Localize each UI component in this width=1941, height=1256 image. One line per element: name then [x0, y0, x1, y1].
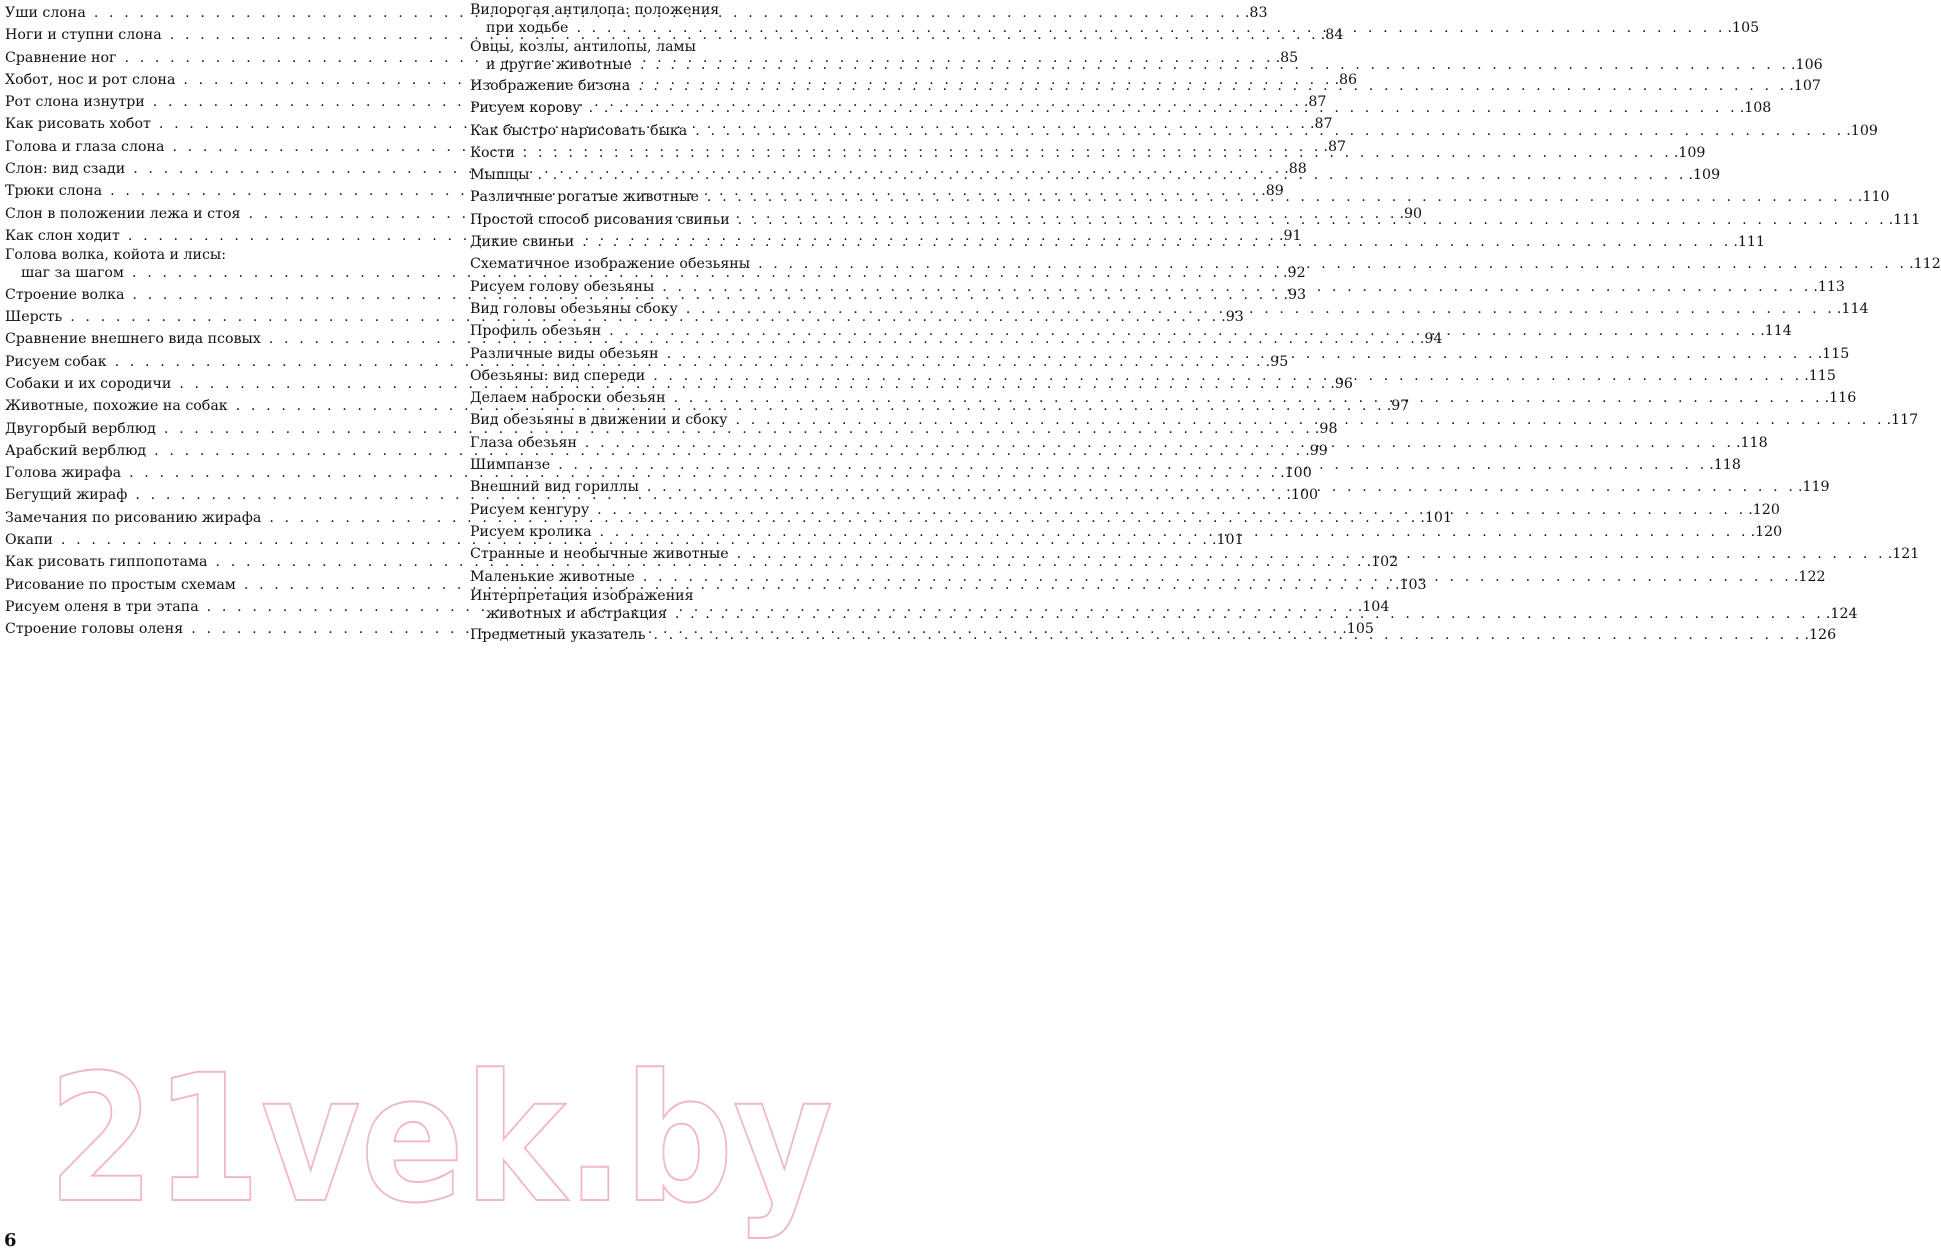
- toc-entry-title: Уши слона: [5, 5, 86, 21]
- toc-entry-title: Рисуем голову обезьяны: [470, 278, 655, 295]
- toc-entry-page: .115: [1817, 345, 1850, 362]
- dot-leader: [643, 566, 1792, 588]
- toc-entry-title: Рисуем кенгуру: [470, 501, 590, 518]
- toc-entry-title: Интерпретация изображения: [470, 587, 694, 604]
- toc-entry-title: Строение волка: [5, 286, 125, 303]
- toc-entry-page: .92: [1283, 265, 1306, 282]
- toc-entry-page: .109: [1673, 144, 1706, 161]
- toc-entry-page: .99: [1305, 442, 1328, 459]
- dot-leader: [758, 253, 1907, 275]
- toc-entry-page: .86: [1334, 71, 1358, 88]
- toc-entry-page: .115: [1804, 367, 1836, 384]
- toc-entry-page: .89: [1261, 183, 1284, 200]
- dot-leader: [647, 476, 1796, 498]
- toc-entry-page: .107: [1789, 78, 1821, 94]
- toc-entry-page: .87: [1323, 138, 1347, 155]
- toc-entry-page: .106: [1791, 56, 1823, 73]
- dot-leader: [609, 320, 1758, 342]
- dot-leader: [738, 209, 1887, 231]
- dot-leader: [736, 409, 1885, 431]
- dot-leader: [558, 454, 1707, 476]
- toc-entry-page: .120: [1750, 523, 1783, 540]
- toc-entry-title: Рот слона изнутри: [5, 94, 145, 111]
- toc-entry-page: .122: [1793, 568, 1826, 585]
- toc-entry-title: Строение головы оленя: [5, 621, 184, 638]
- toc-entry-page: .84: [1320, 27, 1344, 44]
- toc-entry-page: .97: [1386, 398, 1410, 415]
- toc-entry-title: Рисуем кролика: [470, 523, 592, 540]
- toc-entry-page: .93: [1283, 286, 1307, 303]
- toc-entry-title-continuation: животных и абстракция: [486, 605, 667, 622]
- toc-entry-page: .117: [1886, 412, 1919, 429]
- toc-entry-title: Как рисовать хобот: [5, 116, 151, 133]
- toc-entry-page: .105: [1342, 621, 1374, 638]
- toc-entry-title: Овцы, козлы, антилопы, ламы: [470, 38, 696, 55]
- toc-entry-title: Арабский верблюд: [5, 442, 147, 459]
- dot-leader: [523, 142, 1672, 164]
- toc-entry-page: .88: [1284, 161, 1307, 178]
- toc-entry-page: .111: [1888, 211, 1921, 228]
- dot-leader: [695, 120, 1844, 142]
- toc-entry-title: Голова жирафа: [5, 465, 122, 482]
- toc-entry-page: .124: [1825, 605, 1858, 622]
- toc-entry-title: Мышцы: [470, 167, 530, 184]
- toc-entry-page: .126: [1804, 627, 1837, 644]
- toc-entry-page: .118: [1709, 457, 1741, 474]
- toc-entry-title: Профиль обезьян: [470, 323, 602, 340]
- dot-leader: [674, 387, 1823, 409]
- toc-entry-title-continuation: шаг за шагом: [21, 265, 124, 282]
- toc-entry-title: Простой способ рисования свиньи: [470, 211, 730, 228]
- toc-entry-title: Обезьяны: вид спереди: [470, 367, 646, 384]
- toc-entry-title: Различные рогатые животные: [470, 189, 699, 206]
- toc-entry-title: Рисуем собак: [5, 353, 107, 370]
- dot-leader: [582, 231, 1731, 253]
- dot-leader: [589, 97, 1738, 119]
- toc-entry-page: .119: [1797, 479, 1830, 496]
- toc-entry-title: Слон: вид сзади: [5, 161, 126, 178]
- toc-entry-page: .91: [1278, 227, 1302, 244]
- toc-entry-title-continuation: и другие животные: [486, 56, 632, 73]
- toc-entry-title: Внешний вид гориллы: [470, 479, 639, 496]
- dot-leader: [638, 75, 1787, 97]
- toc-entry-title: Вилорогая антилопа: положения: [470, 2, 720, 18]
- toc-entry-title: Странные и необычные животные: [470, 546, 729, 563]
- toc-entry-title: Делаем наброски обезьян: [470, 390, 666, 407]
- toc-entry-page: .96: [1330, 375, 1353, 392]
- toc-entry-page: .105: [1727, 20, 1760, 36]
- toc-entry-title: Кости: [470, 144, 515, 161]
- toc-entry-page: .103: [1394, 576, 1427, 593]
- dot-leader: [576, 19, 1725, 39]
- toc-entry-title: Бегущий жираф: [5, 487, 128, 504]
- toc-entry-page: .114: [1836, 300, 1869, 317]
- dot-leader: [597, 499, 1746, 521]
- toc-entry-title: Сравнение внешнего вида псовых: [5, 331, 261, 348]
- dot-leader: [667, 343, 1816, 365]
- toc-entry-title: Голова волка, койота и лисы:: [5, 247, 227, 264]
- watermark-logo: [48, 1037, 838, 1242]
- toc-entry-page: .120: [1748, 501, 1780, 518]
- toc-entry-page: .112: [1909, 256, 1941, 273]
- toc-entry-page: .98: [1314, 420, 1338, 437]
- toc-entry-title: Шерсть: [5, 309, 63, 326]
- toc-entry-page: .90: [1399, 205, 1423, 222]
- toc-entry-page: .116: [1824, 390, 1857, 407]
- dot-leader: [737, 543, 1886, 565]
- toc-entry-page: .85: [1275, 49, 1299, 66]
- dot-leader: [675, 605, 1824, 625]
- toc-entry-title: Вид головы обезьяны сбоку: [470, 300, 678, 317]
- toc-entry-title: Предметный указатель: [470, 627, 646, 644]
- toc-entry-page: .121: [1887, 546, 1920, 563]
- toc-entry-title: Рисуем оленя в три этапа: [5, 598, 199, 615]
- toc-entry-page: .114: [1760, 323, 1792, 340]
- toc-entry-title-continuation: при ходьбе: [486, 20, 569, 36]
- toc-entry-page: .87: [1303, 94, 1327, 111]
- toc-entry-page: .87: [1309, 116, 1333, 133]
- toc-entry-page: .100: [1280, 465, 1312, 482]
- toc-entry-title: Хобот, нос и рот слона: [5, 71, 176, 88]
- toc-entry-page: .111: [1733, 234, 1765, 251]
- toc-entry-title: Окапи: [5, 532, 53, 549]
- toc-entry-page: .101: [1211, 532, 1244, 549]
- toc-entry-page: .94: [1419, 331, 1443, 348]
- toc-entry-title: Рисуем корову: [470, 100, 581, 117]
- toc-entry-page: .104: [1357, 598, 1390, 615]
- toc-entry-title: Схематичное изображение обезьяны: [470, 256, 751, 273]
- toc-entry-page: .93: [1221, 309, 1244, 326]
- dot-leader: [653, 365, 1802, 387]
- toc-entry-title: Животные, похожие на собак: [5, 398, 228, 415]
- toc-entry-title: Замечания по рисованию жирафа: [5, 509, 262, 526]
- dot-leader: [537, 164, 1686, 186]
- dot-leader: [707, 186, 1856, 208]
- toc-entry-title: Собаки и их сородичи: [5, 375, 172, 392]
- toc-entry-title: Дикие свиньи: [470, 234, 575, 251]
- toc-entry-page: .109: [1688, 167, 1721, 184]
- dot-leader: [653, 624, 1802, 646]
- dot-leader: [600, 521, 1749, 543]
- toc-entry-page: .108: [1739, 100, 1772, 117]
- toc-entry-page: .118: [1736, 434, 1768, 451]
- toc-entry-title: Различные виды обезьян: [470, 345, 659, 362]
- toc-entry-page: .102: [1366, 554, 1399, 571]
- toc-entry-page: .95: [1265, 353, 1289, 370]
- toc-entry-title: Как быстро нарисовать быка: [470, 122, 688, 139]
- toc-entry-title: Как слон ходит: [5, 227, 120, 244]
- toc-entry-page: .109: [1846, 122, 1878, 139]
- toc-entry-title: Изображение бизона: [470, 78, 631, 94]
- watermark-text: 21vek.by: [48, 1037, 833, 1242]
- dot-leader: [662, 276, 1811, 298]
- toc-entry-title: Двугорбый верблюд: [5, 420, 156, 437]
- page-number: 6: [4, 1230, 17, 1251]
- toc-entry-title: Слон в положении лежа и стоя: [5, 205, 241, 222]
- toc-entry-title: Трюки слона: [5, 183, 103, 200]
- toc-entry-title: Как рисовать гиппопотама: [5, 554, 208, 571]
- toc-entry-title: Маленькие животные: [470, 568, 635, 585]
- toc-entry-page: .110: [1857, 189, 1890, 206]
- toc-entry-title: Рисование по простым схемам: [5, 576, 236, 593]
- dot-leader: [585, 432, 1734, 454]
- toc-entry-title: Сравнение ног: [5, 49, 117, 66]
- toc-entry-page: .113: [1813, 278, 1845, 295]
- toc-entry-page: .83: [1244, 5, 1268, 21]
- toc-entry-title: Глаза обезьян: [470, 434, 577, 451]
- toc-entry-title: Вид обезьяны в движении и сбоку: [470, 412, 728, 429]
- toc-entry-title: Голова и глаза слона: [5, 138, 165, 155]
- toc-entry-page: .100: [1286, 487, 1319, 504]
- toc-entry-title: Шимпанзе: [470, 457, 551, 474]
- toc-entry-title: Ноги и ступни слона: [5, 27, 162, 44]
- toc-entry-page: .101: [1420, 509, 1452, 526]
- dot-leader: [640, 56, 1789, 76]
- dot-leader: [686, 298, 1835, 320]
